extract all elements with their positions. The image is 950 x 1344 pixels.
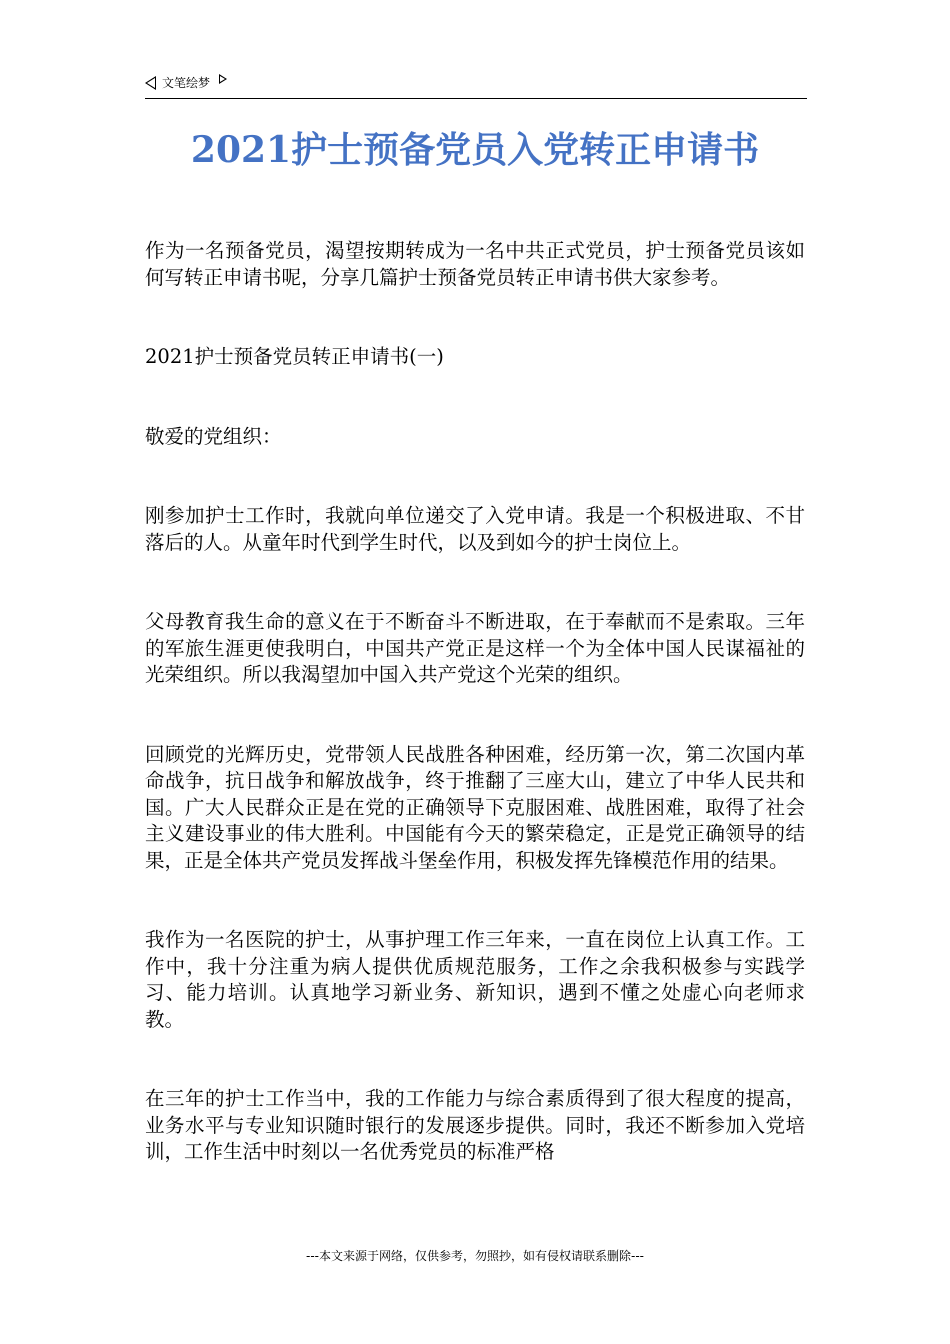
paragraph-intro: 作为一名预备党员，渴望按期转成为一名中共正式党员，护士预备党员该如何写转正申请书呢，分享几篇护士预备党员转正申请书供大家参考。	[145, 239, 805, 289]
brand	[145, 74, 227, 91]
page-header	[145, 72, 807, 99]
paragraph: 父母教育我生命的意义在于不断奋斗不断进取，在于奉献而不是索取。三年的军旅生涯更使我明白，中国共产党正是这样一个为全体中国人民谋福祉的光荣组织。所以我渴望加中国入共产党这个光荣的组织。	[145, 610, 805, 686]
section-heading: 2021护士预备党员转正申请书(一)	[145, 345, 444, 368]
brand-name: 文笔绘梦	[162, 76, 211, 90]
paragraph: 在三年的护士工作当中，我的工作能力与综合素质得到了很大程度的提高，业务水平与专业知识随时银行的发展逐步提供。同时，我还不断参加入党培训，工作生活中时刻以一名优秀党员的标准严格	[145, 1087, 805, 1163]
document-title: 2021护士预备党员入党转正申请书	[190, 129, 760, 171]
paragraph: 我作为一名医院的护士，从事护理工作三年来，一直在岗位上认真工作。工作中，我十分注重为病人提供优质规范服务，工作之余我积极参与实践学习、能力培训。认真地学习新业务、新知识，遇到不懂之处虚心向老师求教。	[145, 928, 805, 1031]
document-body	[145, 238, 805, 1219]
triangle-right-icon	[219, 74, 227, 84]
triangle-left-icon	[145, 76, 156, 90]
salutation: 敬爱的党组织：	[145, 424, 282, 448]
paragraph: 刚参加护士工作时，我就向单位递交了入党申请。我是一个积极进取、不甘落后的人。从童年时代到学生时代，以及到如今的护士岗位上。	[145, 504, 805, 554]
page-footer-disclaimer: ---本文来源于网络，仅供参考，勿照抄，如有侵权请联系删除---	[306, 1249, 644, 1263]
paragraph: 回顾党的光辉历史，党带领人民战胜各种困难，经历第一次，第二次国内革命战争，抗日战争和解放战争，终于推翻了三座大山，建立了中华人民共和国。广大人民群众正是在党的正确领导下克服困难、战胜困难，取得了社会主义建设事业的伟大胜利。中国能有今天的繁荣稳定，正是党正确领导的结果，正是全体共产党员发挥战斗堡垒作用，积极发挥先锋模范作用的结果。	[145, 742, 805, 872]
